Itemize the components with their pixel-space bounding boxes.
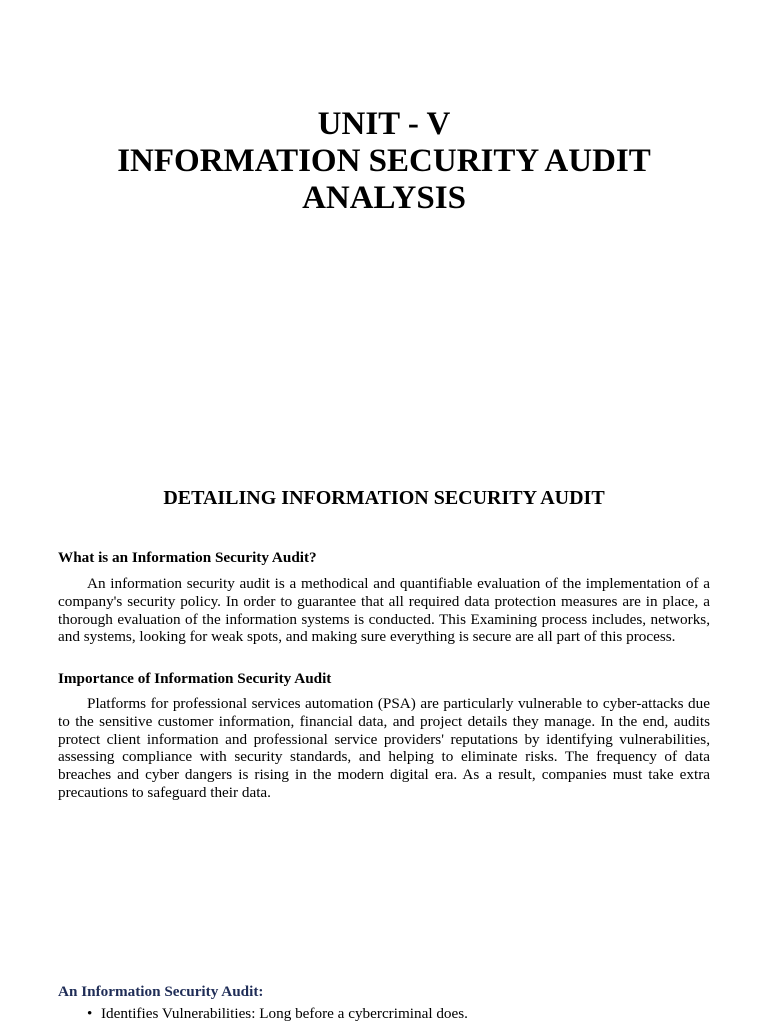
subheading-audit-list: An Information Security Audit: [58, 983, 264, 1000]
unit-title [0, 106, 768, 217]
unit-title-line: ANALYSIS [302, 180, 466, 216]
list-item-text: Identifies Vulnerabilities: Long before a cybercriminal does. [101, 1005, 468, 1022]
audit-bullet-list [75, 1005, 695, 1023]
unit-number: UNIT - V [317, 106, 451, 142]
section-heading: DETAILING INFORMATION SECURITY AUDIT [163, 487, 605, 509]
bullet-marker: • [87, 1005, 93, 1022]
list-item [75, 1005, 695, 1023]
subheading-importance: Importance of Information Security Audit [58, 670, 332, 687]
subheading-what-is-audit: What is an Information Security Audit? [58, 549, 317, 566]
paragraph-importance: Platforms for professional services automation (PSA) are particularly vulnerable to cyber-attacks due to the sensitive customer information, financial data, and project details they manage. In the end, audits protect client information and professional service providers' reputations by identifying vulnerabilities, assessing compliance with security standards, and helping to eliminate risks. The frequency of data breaches and cyber dangers is rising in the modern digital era. As a result, companies must take extra precautions to safeguard their data. [58, 695, 710, 801]
paragraph-what-is-audit: An information security audit is a methodical and quantifiable evaluation of the implementation of a company's security policy. In order to guarantee that all required data protection measures are in place, a thorough evaluation of the information systems is conducted. This Examining process includes, networks, and systems, looking for weak spots, and making sure everything is secure are all part of this process. [58, 575, 710, 646]
unit-title-line: INFORMATION SECURITY AUDIT [117, 143, 651, 179]
